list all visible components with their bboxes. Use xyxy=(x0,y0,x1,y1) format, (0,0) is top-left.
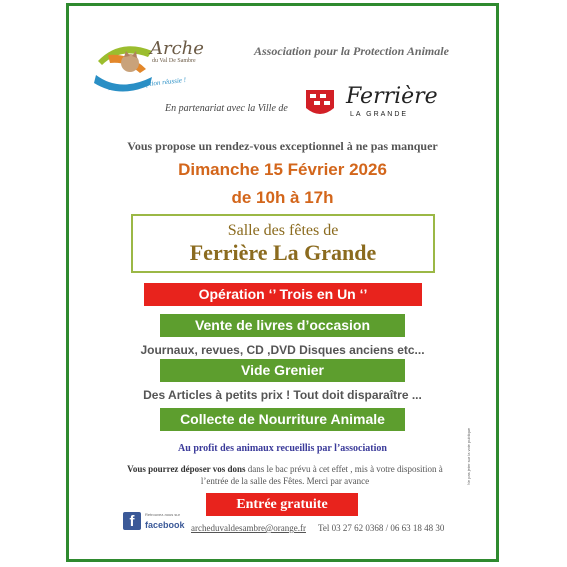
facebook-small-text: Retrouvez-nous sur xyxy=(145,512,180,517)
deposit-rest: dans le bac prévu à cet effet , mis à votre disposition à l’entrée de la salle des Fêtes. Merci par avance xyxy=(200,464,443,486)
event-date: Dimanche 15 Février 2026 xyxy=(178,160,387,179)
logo-title: Arche xyxy=(150,38,204,59)
deposit-bold: Vous pourrez déposer vos dons xyxy=(127,464,246,474)
logo-subtitle: du Val De Sambre xyxy=(152,58,196,64)
partnership-text: En partenariat avec la Ville de xyxy=(165,103,288,114)
venue-box xyxy=(131,214,435,273)
contact-email[interactable]: archeduvaldesambre@orange.fr xyxy=(191,523,306,533)
section-books-title: Vente de livres d’occasion xyxy=(160,314,405,337)
deposit-text xyxy=(120,463,450,487)
event-hours: de 10h à 17h xyxy=(231,188,334,207)
association-title: Association pour la Protection Animale xyxy=(254,44,449,58)
ferriere-logo-subtitle: LA GRANDE xyxy=(350,111,409,118)
intro-text: Vous propose un rendez-vous exceptionnel à ne pas manquer xyxy=(127,139,438,153)
section-garage-sale-title: Vide Grenier xyxy=(160,359,405,382)
facebook-label: facebook xyxy=(145,520,185,530)
venue-line2: Ferrière La Grande xyxy=(189,240,377,265)
ferriere-logo-name: Ferrière xyxy=(346,84,438,109)
vertical-note: Ne pas jeter sur la voie publique xyxy=(466,427,471,485)
section-food-collection-title: Collecte de Nourriture Animale xyxy=(160,408,405,431)
venue-line1: Salle des fêtes de xyxy=(227,222,339,239)
facebook-icon: f xyxy=(123,512,141,530)
facebook-badge[interactable] xyxy=(123,512,185,538)
logo-slogan: Pour une adoption réussie ! xyxy=(107,75,187,93)
free-entry-banner: Entrée gratuite xyxy=(206,493,358,516)
operation-banner: Opération ‘’ Trois en Un ‘’ xyxy=(144,283,422,306)
section-books-detail: Journaux, revues, CD ,DVD Disques anciens etc... xyxy=(140,343,425,357)
profit-text: Au profit des animaux recueillis par l’association xyxy=(178,443,387,454)
section-garage-sale-detail: Des Articles à petits prix ! Tout doit disparaître ... xyxy=(143,388,422,402)
contact-phone: Tel 03 27 62 0368 / 06 63 18 48 30 xyxy=(318,523,445,533)
